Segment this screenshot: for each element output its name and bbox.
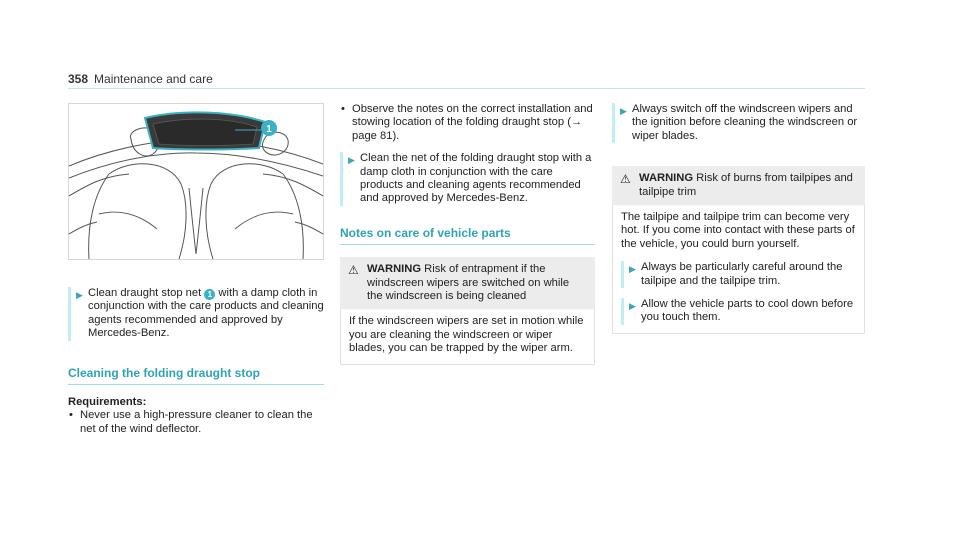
column-middle	[340, 103, 595, 365]
section-heading-cleaning: Cleaning the folding draught stop	[68, 367, 324, 385]
requirements-label: Requirements:	[68, 396, 147, 409]
column-right	[612, 103, 865, 334]
requirement-text: Never use a high-pressure cleaner to clean the net of the wind deflector.	[80, 409, 313, 435]
car-interior-drawing	[69, 104, 323, 259]
section-heading-vehicle-parts: Notes on care of vehicle parts	[340, 227, 595, 245]
column-left	[68, 103, 324, 436]
step-text: Always be particularly careful around the tailpipe and the tailpipe trim.	[641, 261, 843, 287]
draught-stop-illustration	[68, 103, 324, 260]
warning-body: If the windscreen wipers are set in motion while you are cleaning the windscreen or wiper blades, you can be trapped by the wiper arm.	[340, 309, 595, 364]
step-careful-tailpipe	[621, 261, 856, 288]
step-cool-down	[621, 298, 856, 325]
step-text: Always switch off the windscreen wipers and the ignition before cleaning the windscreen or wiper blades.	[632, 103, 858, 142]
warning-label: WARNING	[639, 172, 694, 185]
play-arrow-icon: ▶	[348, 155, 355, 166]
requirement-item	[68, 409, 324, 436]
section-title: Maintenance and care	[94, 72, 213, 86]
play-arrow-icon: ▶	[629, 264, 636, 275]
step-text: Allow the vehicle parts to cool down before you touch them.	[641, 298, 854, 324]
warning-header	[340, 257, 595, 309]
step-switch-off-wipers	[612, 103, 865, 143]
callout-number: 1	[266, 124, 272, 135]
warning-title: Risk of entrapment if the windscreen wipers are switched on while the windscreen is being cleaned	[367, 263, 570, 303]
step-text-continued: with a damp cloth in conjunction with the care products and cleaning agents recommended and approved by Mercedes-Benz.	[88, 287, 324, 340]
bullet-dot-icon: •	[69, 409, 73, 422]
callout-badge: 1	[204, 289, 215, 300]
header-divider	[68, 88, 865, 89]
observe-notes-item	[340, 103, 595, 143]
bullet-dot-icon: •	[341, 103, 345, 115]
play-arrow-icon: ▶	[620, 106, 627, 116]
warning-burns	[612, 166, 865, 334]
warning-title: Risk of burns from tailpipes and tailpipe trim	[639, 172, 853, 198]
warning-body	[612, 205, 865, 334]
step-text: Clean the net of the folding draught stop with a damp cloth in conjunction with the care products and cleaning agents recommended and approved by Mercedes-Benz.	[360, 152, 592, 205]
warning-triangle-icon: ⚠	[348, 263, 359, 278]
warning-body-text: The tailpipe and tailpipe trim can become very hot. If you come into contact with these parts of the vehicle, you could burn yourself.	[621, 211, 855, 250]
play-arrow-icon: ▶	[629, 301, 636, 312]
step-clean-draught-stop-net	[68, 287, 324, 341]
page-header	[68, 72, 213, 86]
step-clean-folding-net	[340, 152, 595, 206]
warning-header	[612, 166, 865, 205]
play-arrow-icon: ▶	[76, 290, 83, 300]
page-number: 358	[68, 72, 89, 86]
step-text: Clean draught stop net	[88, 287, 205, 299]
warning-label: WARNING	[367, 263, 422, 276]
warning-triangle-icon: ⚠	[620, 172, 631, 187]
warning-entrapment	[340, 257, 595, 364]
observe-notes-text: Observe the notes on the correct installation and stowing location of the folding draught stop (→ page 81).	[352, 103, 593, 142]
